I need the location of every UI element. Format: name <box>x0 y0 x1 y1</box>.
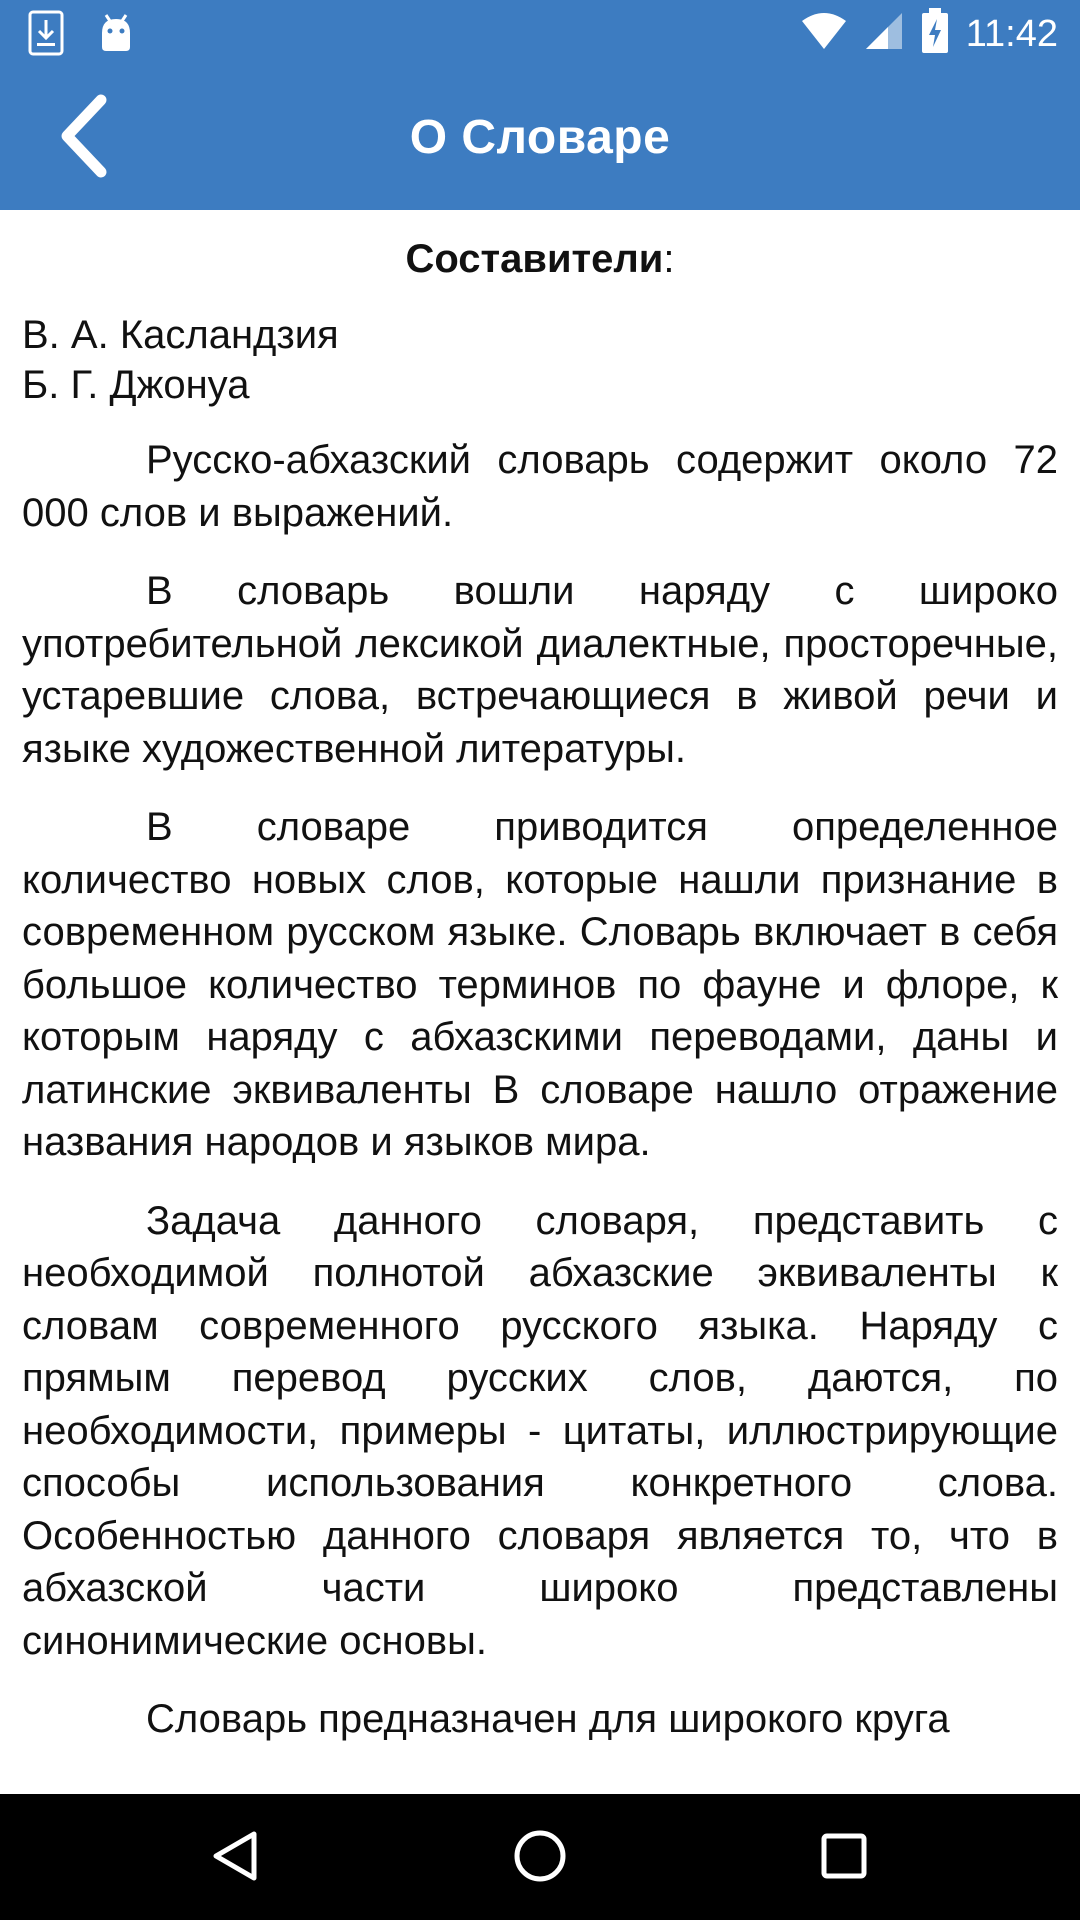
status-time: 11:42 <box>965 12 1058 55</box>
author-item: В. А. Каслaндзия <box>22 313 339 357</box>
page-title: О Словаре <box>409 111 671 164</box>
paragraph: В словаре приводится определенное количество новых слов, которые нашли признание в современном русском языке. Словарь включает в себя большое количество терминов по фауне и флоре, к которым наряду с абхазскими переводами, даны и латинские эквиваленты В словаре нашло отражение названия народов и языков мира. <box>22 805 1058 1164</box>
download-icon <box>28 10 64 61</box>
cell-signal-icon <box>864 11 904 56</box>
section-heading <box>22 232 1058 286</box>
android-icon <box>98 13 134 58</box>
wifi-icon <box>800 11 848 56</box>
nav-home-button[interactable] <box>504 1822 576 1894</box>
author-item: Б. Г. Джонуа <box>22 363 250 407</box>
paragraph: Задача данного словаря, представить с необходимой полнотой абхазские эквиваленты к словам современного русского языка. Наряду с прямым перевод русских слов, даются, по необходимости, примеры - цитаты, иллюстрирующие способы использования конкретного слова. Особенностью данного словаря является то, что в абхазской части широко представлены синонимические основы. <box>22 1198 1058 1663</box>
app-bar <box>0 63 1080 210</box>
back-chevron-icon <box>55 94 115 183</box>
status-bar <box>0 0 1080 63</box>
paragraph: Словарь предназначен для широкого круга <box>146 1697 950 1741</box>
nav-recents-button[interactable] <box>808 1822 880 1894</box>
system-nav-bar <box>0 1794 1080 1920</box>
battery-charging-icon <box>920 8 950 59</box>
about-content[interactable] <box>0 210 1080 1794</box>
heading-colon: : <box>663 237 675 281</box>
authors-list <box>22 310 1058 410</box>
back-button[interactable] <box>40 93 130 183</box>
heading-label: Составители <box>405 237 664 281</box>
recents-square-icon <box>816 1828 872 1889</box>
paragraph: В словарь вошли наряду с широко употребительной лексикой диалектные, просторечные, устаревшие слова, встречающиеся в живой речи и языке художественной литературы. <box>22 569 1058 771</box>
paragraph: Русско-абхазский словарь содержит около 72 000 слов и выражений. <box>22 438 1058 535</box>
back-triangle-icon <box>208 1828 264 1889</box>
nav-back-button[interactable] <box>200 1822 272 1894</box>
home-circle-icon <box>512 1828 568 1889</box>
